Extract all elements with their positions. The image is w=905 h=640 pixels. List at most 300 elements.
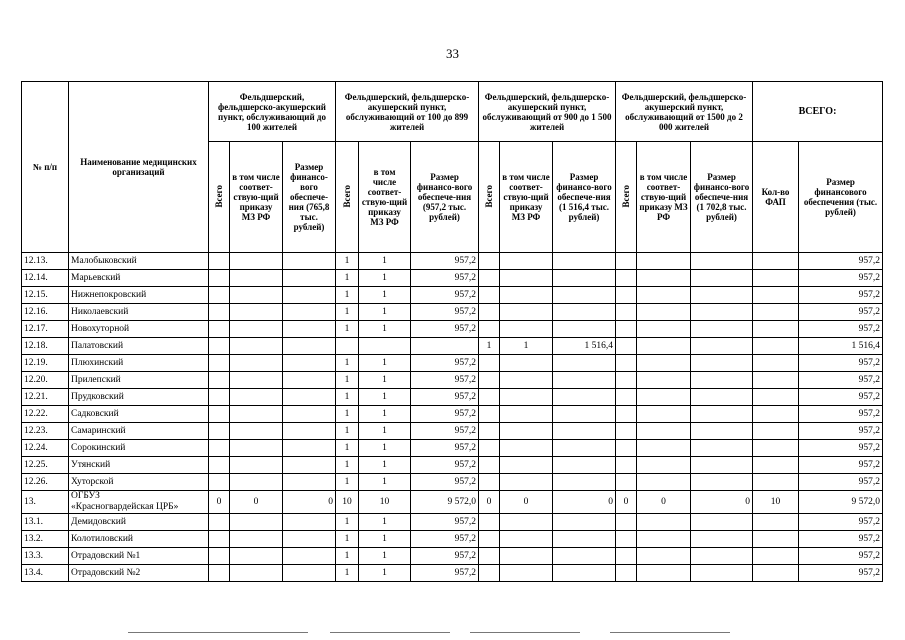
row-cell [479,440,500,457]
row-cell [637,270,691,287]
row-cell [553,270,616,287]
row-organization-name-line: Отрадовский №2 [71,567,141,578]
row-cell: 957,2 [411,440,479,457]
row-cell [616,304,637,321]
row-cell [283,514,336,531]
row-cell [753,474,799,491]
table-row [22,548,883,565]
row-cell [616,548,637,565]
row-cell [616,406,637,423]
row-number: 13. [22,491,69,514]
table-row [22,406,883,423]
row-cell [691,406,753,423]
row-cell: 957,2 [799,321,883,338]
row-cell [753,457,799,474]
row-cell [209,304,230,321]
row-cell: 0 [283,491,336,514]
row-cell [616,338,637,355]
row-organization-name-line: ОГБУЗ [71,491,100,501]
row-cell: 10 [753,491,799,514]
row-cell [209,321,230,338]
table-row [22,304,883,321]
table-header [22,82,883,253]
header-group-2-finance: Размер финансо-вого обеспече-ния (957,2 тыс. рублей) [411,142,479,253]
row-cell [753,514,799,531]
row-cell [753,321,799,338]
row-organization-name-line: Демидовский [71,516,126,527]
row-cell: 957,2 [411,457,479,474]
row-cell: 957,2 [799,474,883,491]
row-cell [691,270,753,287]
row-cell: 1 [336,457,359,474]
row-cell [479,457,500,474]
row-cell: 957,2 [411,355,479,372]
header-group-3-compliant: в том числе соответ-ствую-щий приказу МЗ РФ [500,142,553,253]
row-organization-name [69,355,209,372]
row-cell [209,372,230,389]
header-group-1-finance: Размер финансо-вого обеспече-ния (765,8 тыс. рублей) [283,142,336,253]
row-cell [637,372,691,389]
row-cell [553,423,616,440]
table-row [22,355,883,372]
row-cell [637,440,691,457]
row-cell [753,565,799,582]
row-cell [553,253,616,270]
row-cell [209,253,230,270]
row-cell [753,253,799,270]
row-organization-name-line: Садковский [71,408,119,419]
row-cell [283,389,336,406]
row-organization-name [69,406,209,423]
table-row [22,321,883,338]
row-cell [479,321,500,338]
row-cell: 0 [637,491,691,514]
table-row [22,372,883,389]
row-cell [209,474,230,491]
row-organization-name [69,491,209,514]
row-cell [753,406,799,423]
row-cell: 957,2 [411,423,479,440]
row-cell [209,338,230,355]
header-group-4-total: Всего [616,142,637,253]
row-cell [753,389,799,406]
row-cell [553,474,616,491]
row-cell [616,423,637,440]
row-cell [691,565,753,582]
row-cell [283,440,336,457]
row-cell: 10 [359,491,411,514]
row-cell [753,355,799,372]
row-cell [753,270,799,287]
row-cell [753,372,799,389]
row-cell [230,531,283,548]
row-cell [479,514,500,531]
row-number: 12.17. [22,321,69,338]
row-cell [500,270,553,287]
row-cell [283,474,336,491]
row-cell: 0 [616,491,637,514]
header-group-2-total: Всего [336,142,359,253]
header-num: № п/п [22,82,69,253]
row-number: 12.26. [22,474,69,491]
table-row [22,565,883,582]
row-cell [479,548,500,565]
row-cell: 1 [359,389,411,406]
row-cell: 0 [230,491,283,514]
row-number: 12.15. [22,287,69,304]
row-cell [230,270,283,287]
row-cell: 1 [336,287,359,304]
row-cell: 1 [336,372,359,389]
row-cell [691,304,753,321]
row-number: 12.18. [22,338,69,355]
row-cell [230,287,283,304]
row-cell [209,440,230,457]
row-cell: 957,2 [411,304,479,321]
row-organization-name-line: Марьевский [71,272,121,283]
row-organization-name-line: Новохуторной [71,323,130,334]
row-cell [553,304,616,321]
row-cell [616,514,637,531]
row-cell: 1 [359,355,411,372]
row-cell [283,321,336,338]
row-cell: 1 [336,355,359,372]
header-group-3-total: Всего [479,142,500,253]
row-number: 13.4. [22,565,69,582]
row-cell [637,514,691,531]
row-cell [283,355,336,372]
row-cell [209,531,230,548]
row-cell [479,253,500,270]
row-organization-name-line: Утянский [71,459,111,470]
row-cell: 1 [336,270,359,287]
row-cell: 1 [359,514,411,531]
row-cell [637,304,691,321]
row-cell [616,457,637,474]
row-organization-name [69,423,209,440]
row-cell: 1 [359,457,411,474]
row-cell: 1 [336,565,359,582]
row-cell: 957,2 [799,440,883,457]
row-cell: 957,2 [799,253,883,270]
row-cell [500,423,553,440]
row-organization-name-line: Прудковский [71,391,124,402]
row-organization-name [69,389,209,406]
header-group-1-compliant: в том числе соответ-ствую-щий приказу МЗ РФ [230,142,283,253]
row-cell [637,287,691,304]
row-cell: 957,2 [799,423,883,440]
row-organization-name-line: Малобыковский [71,255,137,266]
header-total: ВСЕГО: [753,82,883,142]
row-organization-name-line: Прилепский [71,374,121,385]
row-cell [230,548,283,565]
row-cell: 957,2 [411,287,479,304]
header-group-1: Фельдшерский, фельдшерско-акушерский пункт, обслуживающий до 100 жителей [209,82,336,142]
row-cell [230,304,283,321]
row-cell [637,474,691,491]
row-number: 13.2. [22,531,69,548]
row-organization-name-line: Плюхинский [71,357,124,368]
row-cell: 957,2 [411,565,479,582]
row-organization-name-line: Палатовский [71,340,124,351]
row-cell [691,514,753,531]
header-total-count: Кол-во ФАП [753,142,799,253]
row-cell [283,287,336,304]
row-cell [691,321,753,338]
row-cell: 957,2 [411,372,479,389]
row-cell: 1 [336,389,359,406]
row-cell [637,389,691,406]
table-row [22,287,883,304]
scan-artifact-line [128,632,308,633]
row-number: 12.19. [22,355,69,372]
row-cell: 957,2 [799,565,883,582]
table-row [22,491,883,514]
row-cell [230,565,283,582]
row-cell [753,423,799,440]
row-number: 12.25. [22,457,69,474]
row-cell [691,287,753,304]
row-cell: 1 [359,565,411,582]
row-cell [616,389,637,406]
row-number: 12.20. [22,372,69,389]
row-organization-name-line: «Красногвардейская ЦРБ» [71,502,179,512]
row-cell [553,514,616,531]
header-group-3: Фельдшерский, фельдшерско-акушерский пункт, обслуживающий от 900 до 1 500 жителей [479,82,616,142]
row-cell [691,372,753,389]
row-cell: 957,2 [411,531,479,548]
row-cell [753,440,799,457]
row-organization-name-line: Николаевский [71,306,129,317]
table-row [22,457,883,474]
row-cell [616,287,637,304]
row-cell [691,423,753,440]
row-cell [479,389,500,406]
row-cell [637,253,691,270]
row-cell [553,287,616,304]
row-cell: 9 572,0 [411,491,479,514]
row-cell: 1 [500,338,553,355]
row-cell [691,355,753,372]
row-cell [553,531,616,548]
row-cell [500,389,553,406]
row-cell [616,531,637,548]
row-cell [691,531,753,548]
row-cell [553,457,616,474]
row-number: 12.21. [22,389,69,406]
row-cell [209,355,230,372]
row-cell: 957,2 [799,406,883,423]
row-cell [616,565,637,582]
row-cell [500,406,553,423]
row-cell: 1 [359,406,411,423]
row-cell [500,565,553,582]
row-cell: 957,2 [799,514,883,531]
row-cell [500,440,553,457]
row-cell [283,304,336,321]
header-group-4: Фельдшерский, фельдшерско-акушерский пункт, обслуживающий от 1500 до 2 000 жителей [616,82,753,142]
row-cell [637,531,691,548]
header-group-2: Фельдшерский, фельдшерско-акушерский пункт, обслуживающий от 100 до 899 жителей [336,82,479,142]
row-cell [753,304,799,321]
row-cell: 957,2 [799,457,883,474]
row-cell [553,355,616,372]
row-cell [500,514,553,531]
table-row [22,270,883,287]
row-cell [500,253,553,270]
row-cell [479,565,500,582]
row-cell: 957,2 [411,389,479,406]
header-name: Наименование медицинских организаций [69,82,209,253]
row-cell [553,565,616,582]
row-cell [691,338,753,355]
row-number: 13.3. [22,548,69,565]
row-cell [637,406,691,423]
row-cell: 1 [359,423,411,440]
row-cell: 957,2 [799,304,883,321]
row-cell [479,355,500,372]
header-group-2-compliant: в том числе соответ-ствую-щий приказу МЗ РФ [359,142,411,253]
table-row [22,440,883,457]
row-cell: 957,2 [411,474,479,491]
row-cell [553,321,616,338]
row-cell [359,338,411,355]
row-number: 12.14. [22,270,69,287]
row-cell: 1 [359,253,411,270]
row-cell: 10 [336,491,359,514]
row-cell [283,457,336,474]
row-cell: 957,2 [799,372,883,389]
row-cell [209,406,230,423]
table-row [22,389,883,406]
row-cell [691,548,753,565]
scan-artifact-line [610,632,730,633]
row-cell: 1 [336,440,359,457]
row-cell [230,514,283,531]
row-cell [637,355,691,372]
row-number: 13.1. [22,514,69,531]
row-cell: 1 [336,304,359,321]
row-cell [209,287,230,304]
row-cell: 0 [500,491,553,514]
row-cell [209,514,230,531]
row-cell [553,406,616,423]
row-cell: 957,2 [799,531,883,548]
row-cell [616,355,637,372]
row-cell [637,565,691,582]
row-cell [209,270,230,287]
row-organization-name-line: Сорокинский [71,442,126,453]
row-cell [479,270,500,287]
row-cell [753,287,799,304]
row-cell [479,304,500,321]
row-cell: 1 [336,253,359,270]
row-organization-name [69,548,209,565]
row-organization-name [69,338,209,355]
table-row [22,474,883,491]
facilities-table [21,81,883,582]
row-cell: 0 [479,491,500,514]
row-cell [500,321,553,338]
row-organization-name-line: Самаринский [71,425,126,436]
page-number: 33 [446,46,459,61]
row-cell [283,253,336,270]
row-cell [230,389,283,406]
row-cell [637,321,691,338]
row-cell [637,423,691,440]
row-cell: 1 [359,321,411,338]
table-body [22,253,883,582]
row-cell [500,474,553,491]
row-cell: 1 [336,406,359,423]
row-cell [230,457,283,474]
row-cell [479,531,500,548]
row-cell [616,474,637,491]
row-cell [616,253,637,270]
row-organization-name [69,565,209,582]
row-cell: 957,2 [411,270,479,287]
row-cell: 1 [336,474,359,491]
table-row [22,423,883,440]
row-cell: 1 516,4 [799,338,883,355]
row-organization-name-line: Отрадовский №1 [71,550,141,561]
row-cell [283,406,336,423]
row-cell [637,338,691,355]
row-organization-name [69,440,209,457]
header-group-1-total: Всего [209,142,230,253]
scan-artifact-line [330,632,450,633]
row-cell: 0 [209,491,230,514]
row-number: 12.23. [22,423,69,440]
row-cell [230,338,283,355]
row-cell [500,355,553,372]
row-cell: 1 [359,440,411,457]
row-cell [553,372,616,389]
row-organization-name [69,304,209,321]
row-cell: 957,2 [799,287,883,304]
row-organization-name [69,270,209,287]
table-row [22,531,883,548]
row-cell: 957,2 [799,389,883,406]
row-cell: 957,2 [799,270,883,287]
row-cell [230,440,283,457]
row-cell [691,474,753,491]
row-cell: 957,2 [411,548,479,565]
row-cell [283,338,336,355]
row-cell [691,389,753,406]
row-cell: 1 [336,548,359,565]
row-organization-name [69,457,209,474]
row-cell: 957,2 [411,321,479,338]
row-number: 12.22. [22,406,69,423]
table-row [22,253,883,270]
row-cell [479,406,500,423]
row-cell: 0 [553,491,616,514]
row-cell [500,304,553,321]
row-cell [230,372,283,389]
row-cell [691,457,753,474]
header-group-3-finance: Размер финансо-вого обеспече-ния (1 516,4 тыс. рублей) [553,142,616,253]
table-row [22,338,883,355]
row-organization-name [69,474,209,491]
row-organization-name [69,253,209,270]
row-number: 12.13. [22,253,69,270]
row-cell: 1 [359,287,411,304]
row-cell: 957,2 [411,406,479,423]
row-cell [616,372,637,389]
row-cell [691,253,753,270]
row-cell: 1 [336,514,359,531]
